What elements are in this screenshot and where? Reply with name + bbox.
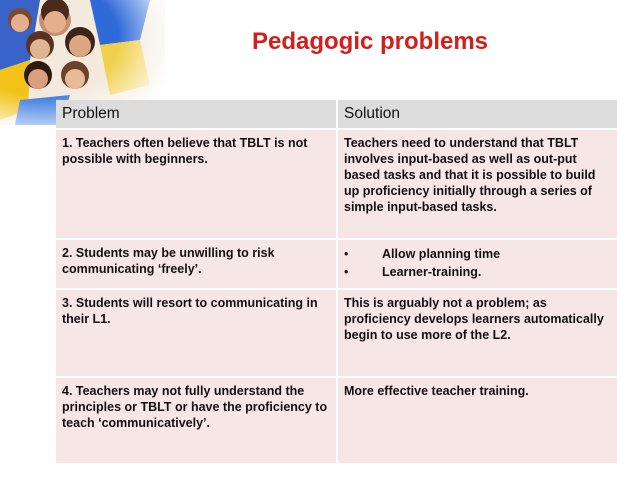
- table-row: [56, 129, 618, 239]
- problem-cell: 1. Teachers often believe that TBLT is not possible with beginners.: [56, 129, 337, 239]
- table-row: [56, 377, 618, 463]
- slide-title: Pedagogic problems: [251, 28, 489, 55]
- solution-cell: More effective teacher training.: [337, 377, 618, 463]
- solution-cell: Teachers need to understand that TBLT involves input-based as well as out-put based tasks and that it is possible to build up proficiency initially through a series of simple input-based tasks.: [337, 129, 618, 239]
- bullet-item: [344, 263, 611, 281]
- solution-cell: This is arguably not a problem; as proficiency develops learners automatically begin to use more of the L2.: [337, 289, 618, 377]
- bullet-icon: •: [344, 247, 349, 261]
- bullet-icon: •: [344, 265, 349, 279]
- problem-cell: 4. Teachers may not fully understand the principles or TBLT or have the proficiency to teach ‘communicatively’.: [56, 377, 337, 463]
- bullet-text: Allow planning time: [382, 247, 501, 261]
- header-problem: Problem: [56, 100, 337, 129]
- bullet-item: [344, 245, 611, 263]
- header-solution: Solution: [337, 100, 618, 129]
- bullet-text: Learner-training.: [382, 265, 482, 279]
- problem-cell: 2. Students may be unwilling to risk communicating ‘freely’.: [56, 239, 337, 289]
- problem-cell: 3. Students will resort to communicating in their L1.: [56, 289, 337, 377]
- problems-table: [56, 100, 619, 463]
- solution-cell: [337, 239, 618, 289]
- table-row: [56, 239, 618, 289]
- solution-bullet-list: [344, 245, 611, 281]
- table-row: [56, 289, 618, 377]
- table-header-row: [56, 100, 618, 129]
